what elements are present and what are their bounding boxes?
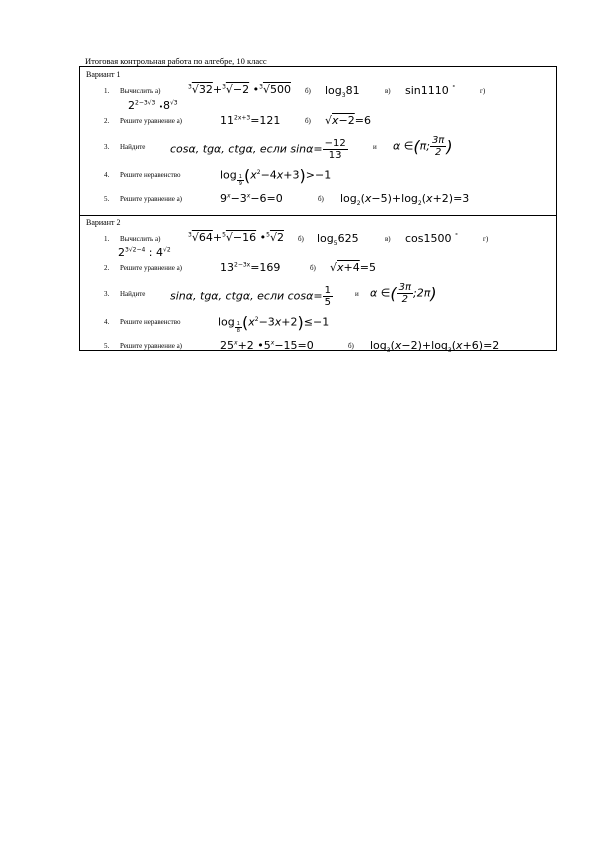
task-row xyxy=(80,166,556,187)
part-d-label: г) xyxy=(480,87,486,95)
task-expression-a: log $_{\frac{1}{8}}$ $(x^2-3x+2)\le-1$ xyxy=(218,313,330,334)
task-expression-b: √x−2=6 xyxy=(325,114,371,127)
task-row xyxy=(80,135,556,161)
task-expression-a: log $_{\frac{1}{9}}$ $(x^2-4x+3)>-1$ xyxy=(220,166,332,187)
task-expression-a: cosα, tgα, ctgα, если sinα= $\frac{-12}{13}$ xyxy=(170,138,346,161)
task-expression-d: $2^{3√2-4}$ : $4^{√2}$ xyxy=(118,246,171,259)
test-table xyxy=(79,66,557,355)
variant-1-heading: Вариант 1 xyxy=(86,70,121,79)
task-expression-b: $\log_2(x-5)+\log_2(x+2)=3$ xyxy=(340,192,470,208)
part-c-label: в) xyxy=(385,87,391,95)
part-b-label: б) xyxy=(318,195,324,203)
task-label: Решите уравнение а) xyxy=(120,195,183,203)
task-row xyxy=(80,313,556,334)
part-b-label: б) xyxy=(348,342,354,350)
task-number: 3. xyxy=(104,290,110,298)
task-expression-c: cos1500 ° xyxy=(405,232,458,245)
task-expression-b: α ∈(π; $\frac{3\pi}{2}$ ) xyxy=(393,135,453,158)
part-b-label: б) xyxy=(305,117,311,125)
task-row xyxy=(80,231,556,259)
task-label: Решите неравенство xyxy=(120,171,181,179)
task-number: 2. xyxy=(104,117,110,125)
task-label: Решите уравнение а) xyxy=(120,342,183,350)
task-expression-a: sinα, tgα, ctgα, если cosα= $\frac{1}{5}$ xyxy=(170,285,331,308)
task-number: 4. xyxy=(104,318,110,326)
variant-2-section xyxy=(80,215,556,355)
variant-2-heading: Вариант 2 xyxy=(86,218,121,227)
task-label: Решите уравнение а) xyxy=(120,264,183,272)
task-expression-a: $25^x+2$ $•5^x-15=0$ xyxy=(220,339,314,352)
task-number: 5. xyxy=(104,195,110,203)
task-number: 2. xyxy=(104,264,110,272)
part-d-label: г) xyxy=(483,235,489,243)
task-row xyxy=(80,192,556,208)
task-row xyxy=(80,83,556,112)
part-b-label: б) xyxy=(298,235,304,243)
task-expression-a: $^3$√64+$^5$√−16 •$^5$√2 xyxy=(188,231,284,244)
task-number: 4. xyxy=(104,171,110,179)
task-label: Вычислить а) xyxy=(120,235,161,243)
task-expression-b: $\log_5625$ xyxy=(317,232,359,248)
task-expression-a: $^3$√32+$^3$√−2 •$^3$√500 xyxy=(188,83,291,96)
task-row xyxy=(80,114,556,127)
task-row xyxy=(80,282,556,308)
task-expression-b: $\log_381$ xyxy=(325,84,360,100)
task-expression-c: sin1110 ° xyxy=(405,84,456,97)
variant-1-section xyxy=(80,67,556,216)
task-number: 1. xyxy=(104,87,110,95)
task-row xyxy=(80,261,556,274)
task-label: Решите уравнение а) xyxy=(120,117,183,125)
task-expression-d: $2^{2-3√3}$ $•8^{√3}$ xyxy=(128,99,178,112)
part-b-label: и xyxy=(373,143,377,151)
task-label: Решите неравенство xyxy=(120,318,181,326)
part-c-label: в) xyxy=(385,235,391,243)
task-number: 1. xyxy=(104,235,110,243)
part-b-label: б) xyxy=(310,264,316,272)
task-expression-a: $9^x-3^x-6=0$ xyxy=(220,192,283,205)
task-expression-a: $11^{2x+3}=121$ xyxy=(220,114,281,127)
document-title: Итоговая контрольная работа по алгебре, 10 класс xyxy=(85,56,267,66)
task-expression-b: $\log_3(x-2)+\log_3(x+6)=2$ xyxy=(370,339,500,355)
task-expression-a: $13^{2-3x}=169$ xyxy=(220,261,281,274)
task-expression-b: α ∈( $\frac{3\pi}{2}$ ;2π) xyxy=(370,282,437,305)
part-b-label: и xyxy=(355,290,359,298)
task-label: Найдите xyxy=(120,290,146,298)
task-number: 5. xyxy=(104,342,110,350)
task-number: 3. xyxy=(104,143,110,151)
task-expression-b: √x+4=5 xyxy=(330,261,376,274)
part-b-label: б) xyxy=(305,87,311,95)
task-label: Найдите xyxy=(120,143,146,151)
task-label: Вычислить а) xyxy=(120,87,161,95)
task-row xyxy=(80,339,556,355)
